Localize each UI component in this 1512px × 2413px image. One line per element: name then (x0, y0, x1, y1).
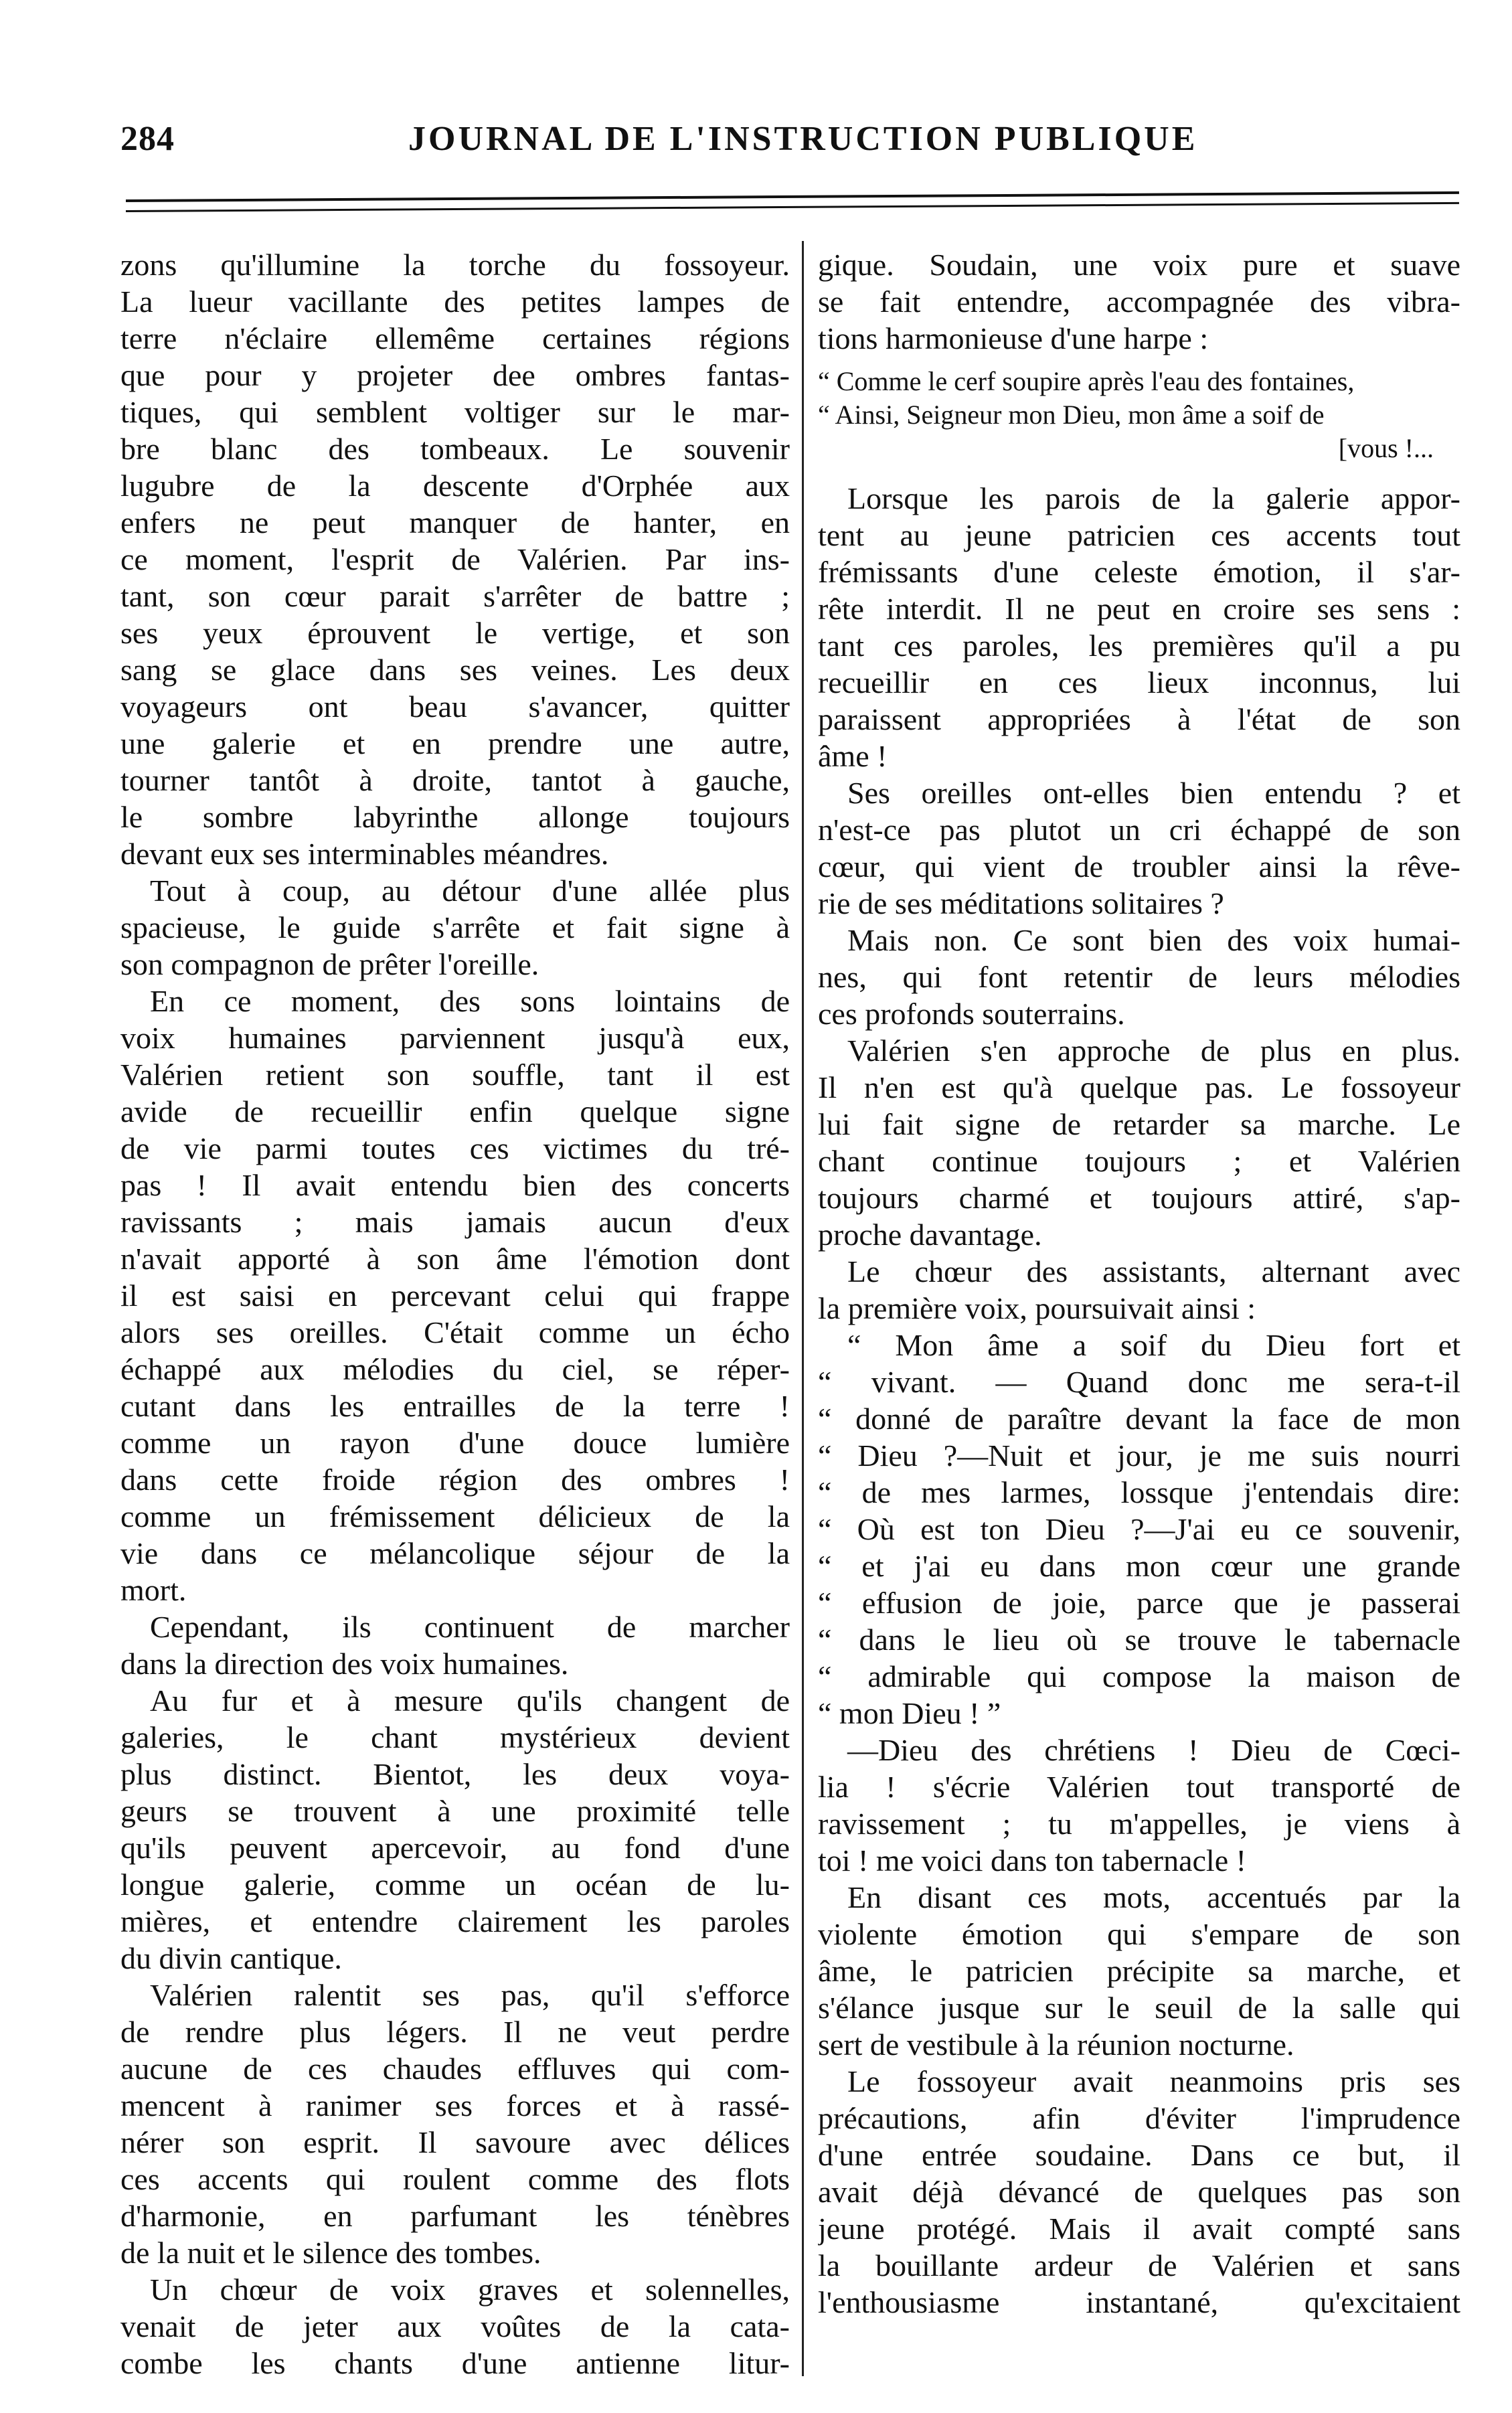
para-line: violente émotion qui s'empare de son (818, 1917, 1460, 1951)
para-line: d'une entrée soudaine. Dans ce but, il (818, 2138, 1460, 2172)
left-text-line: Au fur et à mesure qu'ils changent de (150, 1683, 790, 1718)
header-rule-bottom (126, 202, 1459, 212)
para-line: Valérien s'en approche de plus en plus. (847, 1033, 1460, 1068)
left-text-line: du divin cantique. (120, 1941, 342, 1975)
intro-line: se fait entendre, accompagnée des vibra- (818, 284, 1460, 319)
song-line: “ effusion de joie, parce que je passerai (818, 1586, 1460, 1620)
para-line: s'élance jusque sur le seuil de la salle qui (818, 1991, 1460, 2025)
left-text-line: comme un rayon d'une douce lumière (120, 1426, 790, 1460)
paragraph-galerie (818, 480, 1460, 774)
para-line: l'enthousiasme instantané, qu'excitaient (818, 2285, 1460, 2319)
para-line: —Dieu des chrétiens ! Dieu de Cœci- (847, 1733, 1460, 1767)
left-text-line: aucune de ces chaudes effluves qui com- (120, 2052, 790, 2086)
left-text-line: ce moment, l'esprit de Valérien. Par ins- (120, 542, 790, 576)
para-line: recueillir en ces lieux inconnus, lui (818, 665, 1460, 699)
left-text-line: voix humaines parviennent jusqu'à eux, (120, 1021, 790, 1055)
song-line: “ et j'ai eu dans mon cœur une grande (818, 1549, 1460, 1583)
intro-line: gique. Soudain, une voix pure et suave (818, 248, 1460, 282)
left-text-line: que pour y projeter dee ombres fantas- (120, 358, 790, 392)
left-text-line: vie dans ce mélancolique séjour de la (120, 1536, 790, 1570)
para-line: sert de vestibule à la réunion nocturne. (818, 2027, 1294, 2062)
journal-title: JOURNAL DE L'INSTRUCTION PUBLIQUE (408, 120, 1198, 158)
psalm-quote-tail: [vous !... (1338, 433, 1434, 463)
left-text-line: Cependant, ils continuent de marcher (150, 1610, 790, 1644)
header-rule-top (126, 191, 1459, 202)
left-text-line: il est saisi en percevant celui qui frappe (120, 1278, 790, 1313)
para-line: En disant ces mots, accentués par la (847, 1880, 1460, 1914)
left-text-line: bre blanc des tombeaux. Le souvenir (120, 432, 790, 466)
para-line: Lorsque les parois de la galerie appor- (847, 481, 1460, 515)
page-number: 284 (120, 120, 175, 158)
song-line: “ dans le lieu où se trouve le tabernacle (818, 1622, 1460, 1657)
right-column (818, 246, 1460, 2321)
left-text-line: tant, son cœur parait s'arrêter de battre ; (120, 579, 790, 613)
left-text-line: mières, et entendre clairement les paroles (120, 1904, 790, 1938)
column-divider (802, 241, 804, 2376)
para-line: lia ! s'écrie Valérien tout transporté de (818, 1770, 1460, 1804)
left-text-line: geurs se trouvent à une proximité telle (120, 1794, 790, 1828)
left-text-line: tourner tantôt à droite, tantot à gauche, (120, 763, 790, 797)
para-line: Ses oreilles ont-elles bien entendu ? et (847, 776, 1460, 810)
left-text-line: mort. (120, 1573, 187, 1607)
para-line: frémissants d'une celeste émotion, il s'ar- (818, 555, 1460, 589)
para-line: jeune protégé. Mais il avait compté sans (818, 2212, 1460, 2246)
left-text-line: qu'ils peuvent apercevoir, au fond d'une (120, 1831, 790, 1865)
left-text-line: une galerie et en prendre une autre, (120, 726, 790, 760)
left-text-line: ces accents qui roulent comme des flots (120, 2162, 790, 2196)
left-text-line: sang se glace dans ses veines. Les deux (120, 653, 790, 687)
left-text-line: La lueur vacillante des petites lampes de (120, 284, 790, 319)
para-line: lui fait signe de retarder sa marche. Le (818, 1107, 1460, 1141)
left-text-line: son compagnon de prêter l'oreille. (120, 947, 539, 981)
left-text-line: échappé aux mélodies du ciel, se réper- (120, 1352, 790, 1386)
page-header (114, 119, 1426, 173)
para-line: Mais non. Ce sont bien des voix humai- (847, 923, 1460, 957)
para-line: Le fossoyeur avait neanmoins pris ses (847, 2064, 1460, 2098)
left-text-line: pas ! Il avait entendu bien des concerts (120, 1168, 790, 1202)
left-text-line: Valérien ralentit ses pas, qu'il s'efforce (150, 1978, 790, 2012)
left-text-line: Tout à coup, au détour d'une allée plus (150, 873, 790, 908)
para-line: tant ces paroles, les premières qu'il a pu (818, 629, 1460, 663)
para-line: ravissement ; tu m'appelles, je viens à (818, 1807, 1460, 1841)
psalm-quote (818, 365, 1460, 465)
paragraph-seuil (818, 1879, 1460, 2063)
left-text-line: dans cette froide région des ombres ! (120, 1463, 790, 1497)
left-text-line: spacieuse, le guide s'arrête et fait signe à (120, 910, 790, 944)
left-text-line: terre n'éclaire ellemême certaines régions (120, 321, 790, 355)
para-line: Le chœur des assistants, alternant avec (847, 1254, 1460, 1288)
paragraph-choeur (818, 1253, 1460, 1327)
para-line: rie de ses méditations solitaires ? (818, 886, 1224, 920)
left-text-line: enfers ne peut manquer de hanter, en (120, 505, 790, 539)
left-text-line: dans la direction des voix humaines. (120, 1647, 569, 1681)
left-text-line: longue galerie, comme un océan de lu- (120, 1867, 790, 1902)
left-text-line: tiques, qui semblent voltiger sur le mar- (120, 395, 790, 429)
left-text-line: plus distinct. Bientot, les deux voya- (120, 1757, 790, 1791)
quote-line: “ Ainsi, Seigneur mon Dieu, mon âme a soif de (818, 400, 1325, 430)
para-line: tent au jeune patricien ces accents tout (818, 518, 1460, 552)
left-column (120, 246, 790, 2382)
song-line: “ Où est ton Dieu ?—J'ai eu ce souvenir, (818, 1512, 1460, 1546)
left-text-line: comme un frémissement délicieux de la (120, 1499, 790, 1533)
left-text-line: Un chœur de voix graves et solennelles, (150, 2272, 790, 2307)
para-line: précautions, afin d'éviter l'imprudence (818, 2101, 1460, 2135)
para-line: la première voix, poursuivait ainsi : (818, 1291, 1256, 1325)
left-text-line: En ce moment, des sons lointains de (150, 984, 790, 1018)
left-text-line: combe les chants d'une antienne litur- (120, 2346, 790, 2380)
song-line: “ mon Dieu ! ” (818, 1696, 1001, 1730)
left-text-line: n'avait apporté à son âme l'émotion dont (120, 1242, 790, 1276)
quote-line: “ Comme le cerf soupire après l'eau des fontaines, (818, 366, 1355, 396)
left-text-line: avide de recueillir enfin quelque signe (120, 1094, 790, 1129)
left-text-line: devant eux ses interminables méandres. (120, 837, 609, 871)
left-text-line: de vie parmi toutes ces victimes du tré- (120, 1131, 790, 1165)
para-line: ces profonds souterrains. (818, 997, 1125, 1031)
left-text-line: cutant dans les entrailles de la terre ! (120, 1389, 790, 1423)
para-line: Il n'en est qu'à quelque pas. Le fossoyeur (818, 1070, 1460, 1104)
left-text-line: voyageurs ont beau s'avancer, quitter (120, 689, 790, 724)
left-text-line: alors ses oreilles. C'était comme un écho (120, 1315, 790, 1349)
para-line: toi ! me voici dans ton tabernacle ! (818, 1843, 1246, 1878)
para-line: n'est-ce pas plutot un cri échappé de son (818, 813, 1460, 847)
left-text-line: ravissants ; mais jamais aucun d'eux (120, 1205, 790, 1239)
paragraph-oreilles (818, 774, 1460, 922)
right-intro-paragraph (818, 246, 1460, 357)
paragraph-voix-humaines (818, 922, 1460, 1032)
paragraph-approche (818, 1032, 1460, 1253)
para-line: rête interdit. Il ne peut en croire ses sens : (818, 592, 1460, 626)
left-text-line: mencent à ranimer ses forces et à rassé- (120, 2088, 790, 2123)
para-line: la bouillante ardeur de Valérien et sans (818, 2248, 1460, 2282)
para-line: proche davantage. (818, 1218, 1042, 1252)
song-line: “ donné de paraître devant la face de mon (818, 1402, 1460, 1436)
song-line: “ admirable qui compose la maison de (818, 1659, 1460, 1693)
para-line: paraissent appropriées à l'état de son (818, 702, 1460, 736)
left-text-line: de la nuit et le silence des tombes. (120, 2236, 541, 2270)
paragraph-exclamation (818, 1732, 1460, 1879)
intro-line: tions harmonieuse d'une harpe : (818, 321, 1209, 355)
song-line: “ Dieu ?—Nuit et jour, je me suis nourri (818, 1438, 1460, 1473)
para-line: nes, qui font retentir de leurs mélodies (818, 960, 1460, 994)
left-text-line: lugubre de la descente d'Orphée aux (120, 469, 790, 503)
left-text-line: nérer son esprit. Il savoure avec délices (120, 2125, 790, 2159)
song-line: “ vivant. — Quand donc me sera-t-il (818, 1365, 1460, 1399)
choir-song (818, 1327, 1460, 1732)
para-line: cœur, qui vient de troubler ainsi la rêve- (818, 849, 1460, 884)
song-line: “ Mon âme a soif du Dieu fort et (847, 1328, 1460, 1362)
left-text-line: d'harmonie, en parfumant les ténèbres (120, 2199, 790, 2233)
para-line: avait déjà dévancé de quelques pas son (818, 2175, 1460, 2209)
left-text-line: Valérien retient son souffle, tant il est (120, 1058, 790, 1092)
left-text-line: zons qu'illumine la torche du fossoyeur. (120, 248, 790, 282)
left-text-line: le sombre labyrinthe allonge toujours (120, 800, 790, 834)
para-line: toujours charmé et toujours attiré, s'ap- (818, 1181, 1460, 1215)
para-line: âme, le patricien précipite sa marche, et (818, 1954, 1460, 1988)
left-text-line: de rendre plus légers. Il ne veut perdre (120, 2015, 790, 2049)
left-text-line: galeries, le chant mystérieux devient (120, 1720, 790, 1754)
left-text-line: ses yeux éprouvent le vertige, et son (120, 616, 790, 650)
left-text-line: venait de jeter aux voûtes de la cata- (120, 2309, 790, 2343)
para-line: âme ! (818, 739, 888, 773)
para-line: chant continue toujours ; et Valérien (818, 1144, 1460, 1178)
song-line: “ de mes larmes, lossque j'entendais dire: (818, 1475, 1460, 1509)
paragraph-fossoyeur (818, 2063, 1460, 2321)
